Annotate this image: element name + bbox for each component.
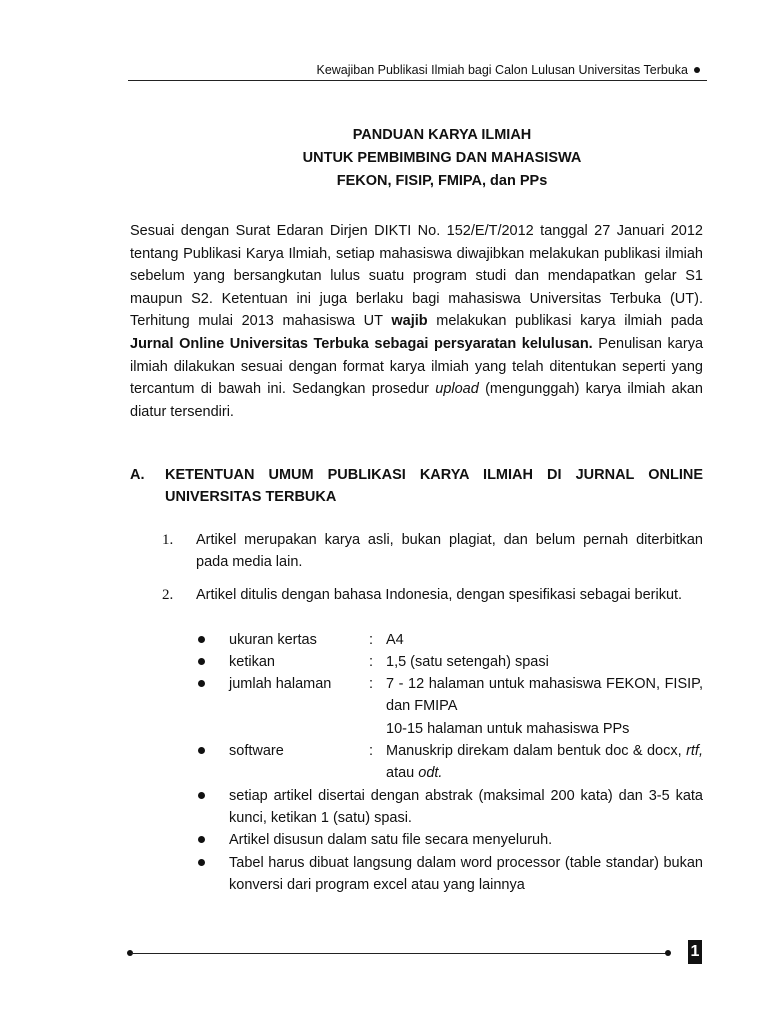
page-count-undergrad: 7 - 12 halaman untuk mahasiswa FEKON, FISIP, dan FMIPA (386, 676, 703, 715)
spec-colon: : (369, 632, 374, 648)
bullet-dot (198, 859, 205, 866)
intro-paragraph: Sesuai dengan Surat Edaran Dirjen DIKTI No. 152/E/T/2012 tanggal 27 Januari 2012 tentang Publikasi Karya Ilmiah, setiap mahasiswa diwajibkan melakukan publikasi ilmiah sebelum yang bersangkutan lulus suatu program studi dan mendapatkan gelar S1 maupun S2. Ketentuan ini juga berlaku bagi mahasiswa Universitas Terbuka (UT). Terhitung mulai 2013 mahasiswa UT wajib melakukan publikasi karya ilmiah pada Jurnal Online Universitas Terbuka sebagai persyaratan kelulusan. Penulisan karya ilmiah dilakukan sesuai dengan format karya ilmiah yang telah ditentukan seperti yang tercantum di bawah ini. Sedangkan prosedur upload (mengunggah) karya ilmiah akan diatur tersendiri. (130, 223, 704, 420)
footer-rule (131, 953, 667, 954)
spec-value-page-count (386, 673, 703, 740)
spec-colon: : (369, 743, 374, 759)
bullet-single-file: Artikel disusun dalam satu file secara menyeluruh. (229, 832, 553, 848)
bullet-table: Tabel harus dibuat langsung dalam word processor (table standar) bukan konversi dari program excel atau yang lainnya (229, 855, 703, 894)
spec-value-paper-size: A4 (386, 632, 404, 648)
item-2-number: 2. (162, 587, 174, 603)
spec-label-page-count: jumlah halaman (229, 676, 332, 692)
spec-value-software: Manuskrip direkam dalam bentuk doc & docx, rtf, atau odt. (386, 743, 703, 782)
emphasis-upload: upload (435, 381, 479, 398)
spec-value-spacing: 1,5 (satu setengah) spasi (386, 654, 549, 670)
bullet-dot (198, 836, 205, 843)
spec-label-spacing: ketikan (229, 654, 275, 670)
emphasis-wajib: wajib (391, 313, 428, 330)
header-bullet-dot (694, 67, 700, 73)
spec-colon: : (369, 654, 374, 670)
bullet-dot (198, 680, 205, 687)
section-a-title: KETENTUAN UMUM PUBLIKASI KARYA ILMIAH DI JURNAL ONLINE UNIVERSITAS TERBUKA (165, 467, 703, 505)
bullet-dot (198, 792, 205, 799)
footer-right-dot (665, 950, 671, 956)
header-rule (128, 80, 707, 81)
running-header: Kewajiban Publikasi Ilmiah bagi Calon Lulusan Universitas Terbuka (316, 63, 688, 77)
spec-label-software: software (229, 743, 284, 759)
item-1-number: 1. (162, 532, 174, 548)
page-number: 1 (688, 940, 702, 964)
bullet-dot (198, 636, 205, 643)
bullet-abstract: setiap artikel disertai dengan abstrak (maksimal 200 kata) dan 3-5 kata kunci, ketikan 1 (satu) spasi. (229, 788, 703, 827)
item-1-text: Artikel merupakan karya asli, bukan plagiat, dan belum pernah diterbitkan pada media lain. (196, 532, 703, 570)
document-title-line-3: FEKON, FISIP, FMIPA, dan PPs (336, 173, 548, 189)
item-2-text: Artikel ditulis dengan bahasa Indonesia, dengan spesifikasi sebagai berikut. (196, 587, 683, 603)
page-count-postgrad: 10-15 halaman untuk mahasiswa PPs (386, 720, 630, 737)
spec-label-paper-size: ukuran kertas (229, 632, 317, 648)
section-a-label: A. (130, 467, 145, 483)
bullet-dot (198, 658, 205, 665)
emphasis-jurnal-online: Jurnal Online Universitas Terbuka sebagai persyaratan kelulusan. (130, 335, 593, 352)
document-title-line-1: PANDUAN KARYA ILMIAH (352, 127, 532, 143)
bullet-dot (198, 747, 205, 754)
document-title-line-2: UNTUK PEMBIMBING DAN MAHASISWA (302, 150, 582, 166)
spec-colon: : (369, 676, 374, 692)
